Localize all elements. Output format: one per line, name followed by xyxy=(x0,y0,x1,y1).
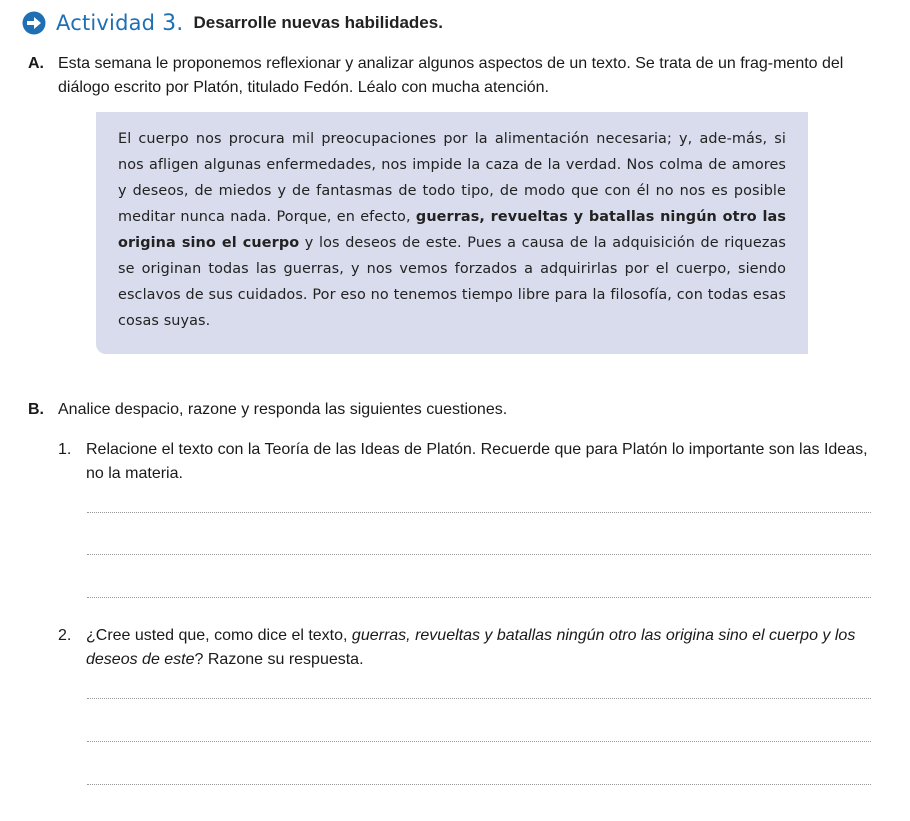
question-1-text: Relacione el texto con la Teoría de las Ideas de Platón. Recuerde que para Platón lo importante son las Ideas, no la materia. xyxy=(86,441,868,482)
answer-line[interactable] xyxy=(87,741,871,742)
section-b-text: Analice despacio, razone y responda las siguientes cuestiones. xyxy=(58,401,508,418)
activity-number: 3. xyxy=(162,10,184,36)
question-2-number: 2. xyxy=(58,627,72,644)
section-a-letter: A. xyxy=(28,55,44,72)
quote-bold: guerras, revueltas y batallas ningún otro las origina sino el cuerpo xyxy=(118,209,786,251)
section-b-letter: B. xyxy=(28,401,44,418)
question-2-italic: guerras, revueltas y batallas ningún otro las origina sino el cuerpo y los deseos de este xyxy=(86,627,856,668)
question-2-text xyxy=(86,624,878,672)
answer-line[interactable] xyxy=(87,554,871,555)
section-b xyxy=(28,398,878,422)
answer-line[interactable] xyxy=(87,597,871,598)
question-2 xyxy=(58,624,878,672)
question-2-pre: ¿Cree usted que, como dice el texto, xyxy=(86,627,352,644)
arrow-right-circle-icon xyxy=(22,11,46,35)
question-2-post: ? Razone su respuesta. xyxy=(194,651,364,668)
activity-header xyxy=(22,8,443,38)
activity-title: Actividad 3. xyxy=(56,10,184,36)
quote-box xyxy=(96,112,808,354)
quote-part-2: y los deseos de este. Pues a causa de la adquisición de riquezas se originan todas las guerras, y nos vemos forzados a adquirirlas por el cuerpo, siendo esclavos de sus cuidados. Por eso no tenemos tiempo libre para la filosofía, con todas esas cosas suyas. xyxy=(118,235,786,329)
answer-line[interactable] xyxy=(87,512,871,513)
question-1-number: 1. xyxy=(58,441,72,458)
activity-subtitle: Desarrolle nuevas habilidades. xyxy=(193,13,443,32)
question-1 xyxy=(58,438,878,486)
section-a xyxy=(28,52,878,100)
quote-text xyxy=(118,126,786,334)
section-a-text: Esta semana le proponemos reflexionar y analizar algunos aspectos de un texto. Se trata de un frag-mento del diálogo escrito por Platón, titulado Fedón. Léalo con mucha atención. xyxy=(58,55,844,96)
answer-line[interactable] xyxy=(87,784,871,785)
answer-line[interactable] xyxy=(87,698,871,699)
quote-part-1: El cuerpo nos procura mil preocupaciones por la alimentación necesaria; y, ade-más, si nos afligen algunas enfermedades, nos impide la caza de la verdad. Nos colma de amores y deseos, de miedos y de fantasmas de todo tipo, de modo que con él no nos es posible meditar nunca nada. Porque, en efecto, xyxy=(118,131,786,225)
